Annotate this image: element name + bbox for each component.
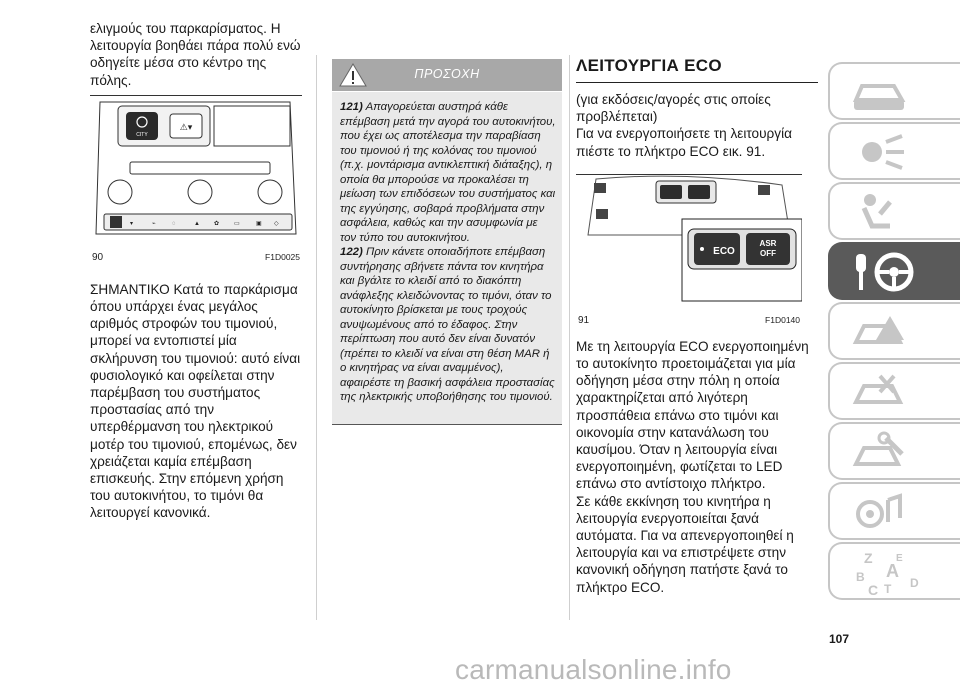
- watermark-bar: [0, 654, 960, 683]
- media-icon: [850, 490, 910, 534]
- column-divider: [316, 55, 317, 620]
- watermark-text: carmanualsonline.info: [455, 654, 732, 685]
- column-divider: [569, 55, 570, 620]
- right-column: [576, 0, 814, 596]
- figure-number: 91: [578, 314, 590, 326]
- city-label: CITY: [136, 131, 148, 138]
- figure-number: 90: [92, 251, 104, 263]
- tab-media[interactable]: [828, 482, 960, 540]
- section-instruction: Για να ενεργοποιήσετε τη λειτουργία πιέστε το πλήκτρο ECO εικ. 91.: [576, 126, 792, 159]
- tab-seat-airbag[interactable]: [828, 182, 960, 240]
- seat-airbag-icon: [850, 190, 910, 234]
- tools-car-icon: [850, 370, 910, 414]
- warning-bottom-rule: [332, 424, 562, 425]
- warning-header: [332, 59, 562, 91]
- svg-text:◌: ◌: [172, 220, 176, 227]
- alphabet-index-icon: [850, 547, 930, 597]
- svg-text:⌁: ⌁: [152, 220, 156, 227]
- svg-text:Z: Z: [864, 550, 873, 566]
- off-label: OFF: [760, 248, 776, 258]
- warning-item: 121) Απαγορεύεται αυστηρά κάθε επέμβαση μετά την αγορά του αυτοκινήτου, που έχει ως αποτέλεσμα την παραβίαση του τιμονιού ή της κολόνας του τιμονιού (π.χ. μοντάρισμα αντικλεπτική διάταξης), η οποία θα μπορούσε να προκαλέσει τη μείωση των επιδόσεων του συστήματος και της εγγύησης, σοβαρά προβλήματα στην ασφάλεια, καθώς και την ασυμφωνία με τον τύπο του αυτοκινήτου.: [340, 101, 556, 244]
- svg-text:T: T: [884, 582, 892, 596]
- figure-code: F1D0025: [265, 251, 300, 262]
- svg-text:◇: ◇: [274, 220, 279, 227]
- eco-button-illustration: [576, 175, 802, 307]
- tab-alphabet-index[interactable]: [828, 542, 960, 600]
- tab-key-steering-wheel[interactable]: [828, 242, 960, 300]
- svg-text:▾: ▾: [130, 220, 134, 227]
- left-column: [90, 0, 302, 522]
- svg-text:⚠▾: ⚠▾: [179, 121, 193, 132]
- svg-text:A: A: [886, 561, 899, 581]
- page-number: 107: [829, 632, 850, 646]
- figure-code: F1D0140: [765, 314, 800, 325]
- tab-warning-car[interactable]: [828, 302, 960, 360]
- svg-text:▣: ▣: [256, 220, 262, 227]
- warning-body: [332, 92, 562, 425]
- eco-restart-note: Σε κάθε εκκίνηση του κινητήρα η λειτουργία ενεργοποιείται ξανά αυτόματα. Για να απενεργοποιηθεί η λειτουργία και να επιστρέψετε στην κανονική οδήγηση πατήστε ξανά το πλήκτρο ECO.: [576, 493, 794, 595]
- tab-lights[interactable]: [828, 122, 960, 180]
- car-dashboard-icon: [850, 70, 910, 114]
- svg-text:C: C: [868, 582, 879, 597]
- tab-car-dashboard[interactable]: [828, 62, 960, 120]
- lights-icon: [850, 130, 910, 174]
- svg-text:D: D: [910, 576, 919, 590]
- city-button-dashboard-illustration: [90, 96, 302, 244]
- eco-description: Με τη λειτουργία ECO ενεργοποιημένη το αυτοκίνητο προετοιμάζεται για μία οδήγηση μέσα στην πόλη η οποία χαρακτηρίζεται από λιγότερη προσπάθεια επάνω στο τιμόνι και οικονομία στην κατανάλωση του καυσίμου. Όταν η λειτουργία είναι ενεργοποιημένη, φωτίζεται το LED επάνω στο αντίστοιχο πλήκτρο.: [576, 338, 809, 492]
- car-wrench-icon: [850, 430, 910, 474]
- asr-label: ASR: [759, 238, 777, 248]
- eco-label: ECO: [713, 245, 735, 257]
- figure-90-caption: [90, 249, 302, 263]
- svg-text:E: E: [896, 553, 903, 564]
- svg-text:B: B: [856, 570, 865, 584]
- svg-text:✿: ✿: [214, 220, 220, 227]
- warning-car-icon: [850, 310, 910, 354]
- section-title: ΛΕΙΤΟΥΡΓΙΑ ECO: [576, 56, 722, 75]
- figure-91: [576, 174, 802, 326]
- svg-text:▭: ▭: [234, 220, 240, 227]
- tab-car-wrench[interactable]: [828, 422, 960, 480]
- figure-90: [90, 95, 302, 263]
- key-steering-wheel-icon: [850, 250, 920, 294]
- section-rule: [576, 82, 818, 83]
- figure-91-caption: [576, 312, 802, 326]
- warning-title: ΠΡΟΣΟΧΗ: [414, 67, 480, 81]
- tab-tools-car[interactable]: [828, 362, 960, 420]
- section-subtitle: (για εκδόσεις/αγορές στις οποίες προβλέπεται): [576, 92, 771, 125]
- warning-item: 122) Πριν κάνετε οποιαδήποτε επέμβαση συντήρησης σβήνετε πάντα τον κινητήρα και βγάλτε το κλειδί από το διακόπτη ανάφλεξης κλειδώνοντας το τιμόνι, όταν το αυτοκίνητο βρίσκεται με τους τροχούς ανυψωμένους από το έδαφος. Στην περίπτωση που αυτό δεν είναι δυνατόν (πρέπει το κλειδί να είναι στη θέση MAR ή ο κινητήρας να είναι αναμμένος), αφαιρέστε τη βασική ασφάλεια προστασίας της ηλεκτρικής υποβοήθησης του τιμονιού.: [340, 246, 555, 403]
- svg-text:▲: ▲: [194, 220, 200, 227]
- important-note: ΣΗΜΑΝΤΙΚΟ Κατά το παρκάρισμα όπου υπάρχει ένας μεγάλος αριθμός στροφών του τιμονιού, μπορεί να εντοπιστεί μία σκλήρυνση του τιμονιού: αυτό είναι φυσιολογικό και οφείλεται στην παρέμβαση του συστήματος προστασίας από την υπερθέρμανση του ηλεκτρικού μοτέρ του τιμονιού, επομένως, δεν χρειάζεται καμία επέμβαση επισκευής. Στην επόμενη χρήση του αυτοκινήτου, το τιμόνι θα λειτουργεί κανονικά.: [90, 281, 301, 521]
- intro-paragraph: ελιγμούς του παρκαρίσματος. Η λειτουργία βοηθάει πάρα πολύ ενώ οδηγείτε μέσα στο κέντρο της πόλης.: [90, 21, 301, 88]
